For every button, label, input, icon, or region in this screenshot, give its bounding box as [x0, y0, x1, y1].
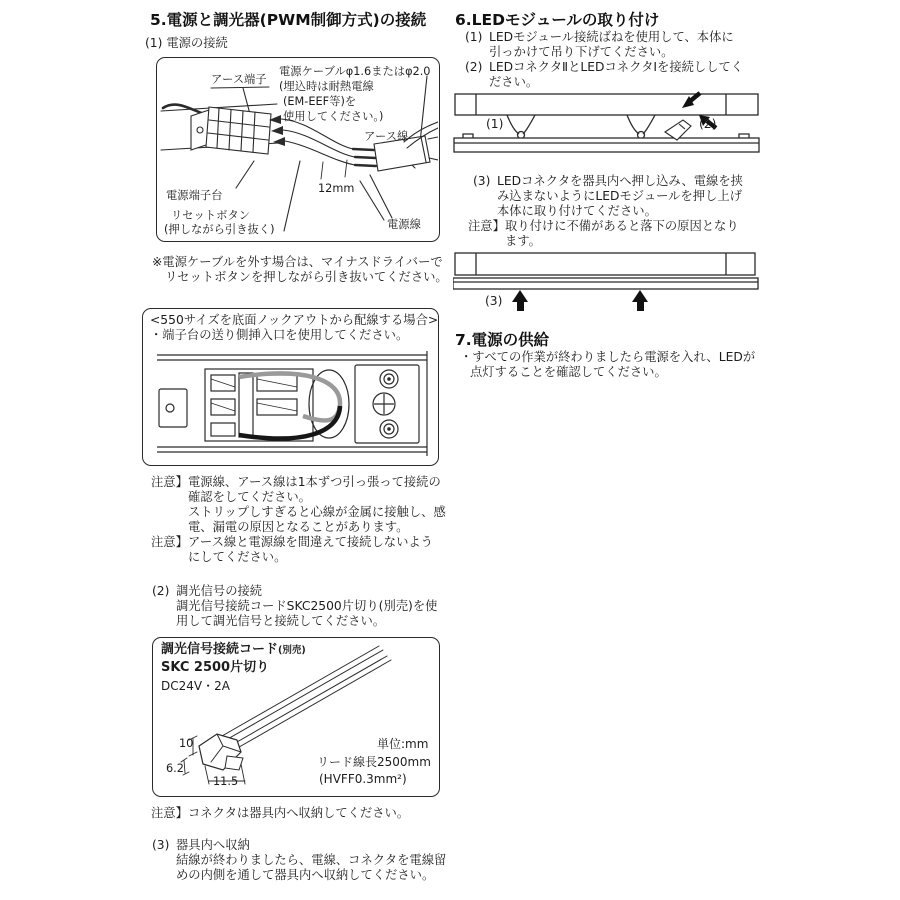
section6-caution-label: 注意】	[468, 219, 505, 233]
label-dim-12mm: 12mm	[318, 182, 355, 195]
section5-step3-line2: めの内側を通して器具内へ収納してください。	[176, 868, 435, 882]
label-power-cable-line4: 使用してください。)	[283, 110, 384, 123]
section5-step3-line1: 結線が終わりましたら、電線、コネクタを電線留	[176, 853, 447, 867]
dimming-cord-diagram	[152, 637, 440, 797]
dimming-cord-model: SKC 2500片切り	[161, 660, 270, 675]
caution3-label: 注意】	[151, 806, 188, 820]
label-earth-terminal: アース端子	[211, 73, 267, 86]
led-module-push-diagram	[453, 252, 760, 314]
section6-step2-number: (2)	[465, 60, 483, 74]
section7-title: 7.電源の供給	[455, 331, 550, 349]
knockout-note-line2: ・端子台の送り側挿入口を使用してください。	[150, 328, 409, 342]
section5-step1-label: (1) 電源の接続	[145, 36, 228, 50]
section6-step1-line2: 引っかけて吊り下げてください。	[489, 45, 674, 59]
section6-title: 6.LEDモジュールの取り付け	[455, 11, 660, 29]
diagram-label-3: (3)	[485, 294, 503, 308]
lead-length-label: リード線長2500mm	[317, 755, 431, 769]
knockout-note-line1: <550サイズを底面ノックアウトから配線する場合>	[150, 313, 439, 327]
section6-step2-line2: ださい。	[489, 75, 539, 89]
caution1-line4: 電、漏電の原因となることがあります。	[188, 520, 409, 534]
section7-line2: 点灯することを確認してください。	[470, 365, 667, 379]
section5-step2-title: 調光信号の接続	[176, 584, 263, 598]
diagram-label-2: (2)	[699, 117, 717, 131]
section5-step3-number: (3)	[152, 838, 170, 852]
label-reset-button-note: (押しながら引き抜く)	[164, 223, 275, 236]
dimming-cord-title-main: 調光信号接続コード	[161, 642, 279, 657]
dim-10: 10	[179, 737, 194, 750]
label-reset-button: リセットボタン	[171, 209, 250, 222]
led-module-hang-diagram	[453, 88, 760, 160]
caution1-line2: 確認をしてください。	[188, 490, 311, 504]
caution2-line2: にしてください。	[188, 550, 287, 564]
section6-caution-line1: 取り付けに不備があると落下の原因となり	[505, 219, 739, 233]
section5-step2-line2: 用して調光信号と接続してください。	[176, 614, 386, 628]
label-power-cable-line2: (埋込時は耐熱電線	[279, 80, 374, 93]
knockout-wiring-diagram	[142, 308, 439, 466]
section5-title: 5.電源と調光器(PWM制御方式)の接続	[150, 11, 427, 29]
section6-step2-line1: LEDコネクタⅡとLEDコネクタⅠを接続ししてく	[489, 60, 744, 74]
caution1-line3: ストリップしすぎると心線が金属に接触し、感	[188, 505, 446, 519]
power-connection-diagram	[156, 57, 440, 242]
section5-step2-number: (2)	[152, 584, 170, 598]
caution1-label: 注意】	[151, 475, 188, 489]
section7-line1: ・すべての作業が終わりましたら電源を入れ、LEDが	[460, 350, 756, 364]
caution2-label: 注意】	[151, 535, 188, 549]
unit-label: 単位:mm	[377, 737, 429, 751]
label-power-wire: 電源線	[387, 218, 421, 231]
section6-step1-line1: LEDモジュール接続ばねを使用して、本体に	[489, 30, 734, 44]
caution3-text: コネクタは器具内へ収納してください。	[188, 806, 410, 820]
caution2-line1: アース線と電源線を間違えて接続しないよう	[188, 535, 433, 549]
label-power-terminal-block: 電源端子台	[166, 189, 223, 202]
section5-step3-title: 器具内へ収納	[176, 838, 250, 852]
dim-11-5: 11.5	[213, 775, 239, 788]
section6-step1-number: (1)	[465, 30, 483, 44]
cable-removal-note-line2: リセットボタンを押しながら引き抜いてください。	[165, 270, 448, 284]
section6-step3-line3: 本体に取り付けてください。	[497, 204, 657, 218]
label-power-cable-line1: 電源ケーブルφ1.6またはφ2.0	[279, 65, 431, 78]
section6-step3-number: (3)	[473, 174, 491, 188]
diagram-label-1: (1)	[486, 117, 504, 131]
section5-step2-line1: 調光信号接続コードSKC2500片切り(別売)を使	[176, 599, 438, 613]
dimming-cord-title-sub: (別売)	[278, 645, 306, 656]
label-earth-wire: アース線	[364, 130, 409, 143]
section6-step3-line1: LEDコネクタを器具内へ押し込み、電線を挟	[497, 174, 743, 188]
dim-6-2: 6.2	[166, 762, 184, 775]
cable-removal-note-line1: ※電源ケーブルを外す場合は、マイナスドライバーで	[152, 255, 443, 269]
terminal-block-artwork-icon	[143, 347, 436, 463]
section6-step3-line2: み込まないようにLEDモジュールを押し上げ	[497, 189, 742, 203]
caution1-line1: 電源線、アース線は1本ずつ引っ張って接続の	[188, 475, 441, 489]
label-power-cable-line3: (EM-EEF等)を	[283, 95, 357, 108]
dimming-cord-rating: DC24V・2A	[161, 679, 230, 693]
dimming-cord-title	[161, 643, 306, 659]
section6-caution-line2: ます。	[505, 234, 541, 248]
wire-spec-label: (HVFF0.3mm²)	[319, 772, 407, 786]
